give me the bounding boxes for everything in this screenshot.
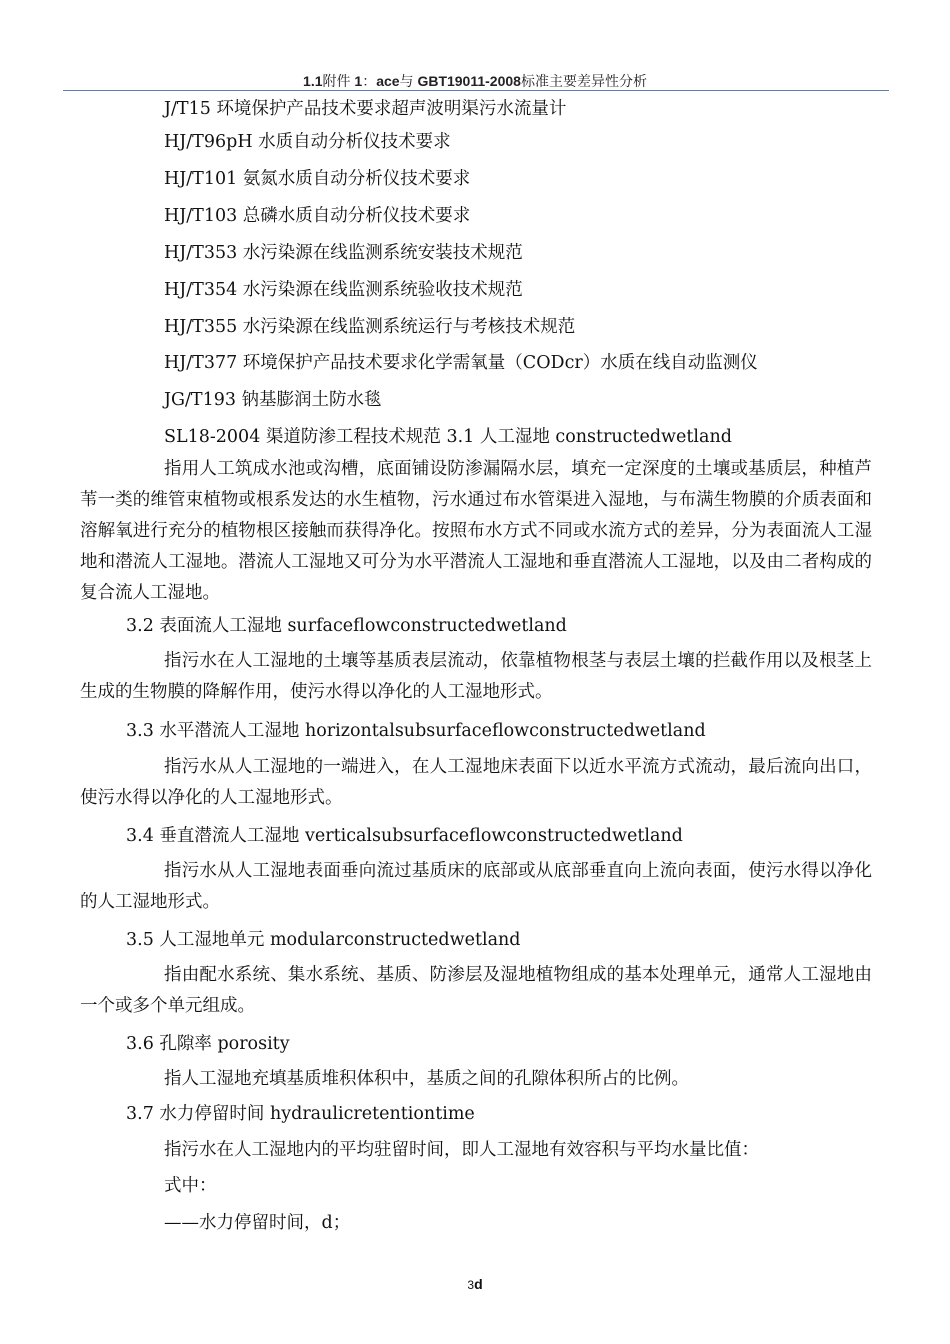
header-ace: ace [376,73,400,89]
standard-line: J/T15 环境保护产品技术要求超声波明渠污水流量计 [164,99,567,119]
standard-line: HJ/T354 水污染源在线监测系统验收技术规范 [164,280,523,300]
section-heading-3-2: 3.2 表面流人工湿地 surfaceflowconstructedwetland [126,616,567,636]
section-text-3-6: 指人工湿地充填基质堆积体积中，基质之间的孔隙体积所占的比例。 [164,1069,689,1089]
standard-line: HJ/T103 总磷水质自动分析仪技术要求 [164,206,471,226]
standard-line: JG/T193 钠基膨润土防水毯 [164,390,382,410]
definition-3-1: 指用人工筑成水池或沟槽，底面铺设防渗漏隔水层，填充一定深度的土壤或基质层，种植芦苇一类的维管束植物或根系发达的水生植物，污水通过布水管渠进入湿地，与布满生物膜的介质表面和溶解氧进行充分的植物根区接触而获得净化。按照布水方式不同或水流方式的差异，分为表面流人工湿地和潜流人工湿地。潜流人工湿地又可分为水平潜流人工湿地和垂直潜流人工湿地，以及由二者构成的复合流人工湿地。 [80,459,872,603]
standard-line: HJ/T101 氨氮水质自动分析仪技术要求 [164,169,471,189]
page-footer [0,1276,950,1292]
section-heading-3-5: 3.5 人工湿地单元 modularconstructedwetland [126,930,521,950]
header-colon: ： [362,73,377,89]
header-middle: 附件 [322,73,351,89]
standard-line: HJ/T96pH 水质自动分析仪技术要求 [164,132,451,152]
standard-line: HJ/T377 环境保护产品技术要求化学需氧量（CODcr）水质在线自动监测仪 [164,353,758,373]
header-std: GBT19011-2008 [417,73,521,89]
standard-line: HJ/T355 水污染源在线监测系统运行与考核技术规范 [164,317,576,337]
header-suffix: 标准主要差异性分析 [520,73,647,89]
header-yu: 与 [399,73,414,89]
section-heading-3-4: 3.4 垂直潜流人工湿地 verticalsubsurfaceflowconstructedwetland [126,826,683,846]
header-prefix: 1.1 [303,73,323,89]
standard-line: SL18-2004 渠道防渗工程技术规范 3.1 人工湿地 constructedwetland [164,427,732,447]
section-text-3-3: 指污水从人工湿地的一端进入，在人工湿地床表面下以近水平流方式流动，最后流向出口，使污水得以净化的人工湿地形式。 [80,757,872,808]
section-text-3-4: 指污水从人工湿地表面垂向流过基质床的底部或从底部垂直向上流向表面，使污水得以净化的人工湿地形式。 [80,861,872,912]
section-text-3-5: 指由配水系统、集水系统、基质、防渗层及湿地植物组成的基本处理单元，通常人工湿地由一个或多个单元组成。 [80,965,872,1016]
page-number-small: 3 [467,1278,475,1292]
header-num: 1 [354,73,363,89]
variable-definition: ——水力停留时间，d； [164,1213,351,1233]
formula-label: 式中： [164,1176,217,1196]
header-rule [63,90,889,91]
section-heading-3-7: 3.7 水力停留时间 hydraulicretentiontime [126,1104,475,1124]
section-heading-3-6: 3.6 孔隙率 porosity [126,1034,290,1054]
section-text-3-2: 指污水在人工湿地的土壤等基质表层流动，依靠植物根茎与表层土壤的拦截作用以及根茎上生成的生物膜的降解作用，使污水得以净化的人工湿地形式。 [80,651,872,702]
page-number-big: d [474,1276,483,1292]
page-header [0,72,950,90]
standard-line: HJ/T353 水污染源在线监测系统安装技术规范 [164,243,523,263]
section-text-3-7: 指污水在人工湿地内的平均驻留时间，即人工湿地有效容积与平均水量比值： [164,1140,759,1160]
section-heading-3-3: 3.3 水平潜流人工湿地 horizontalsubsurfaceflowconstructedwetland [126,721,706,741]
